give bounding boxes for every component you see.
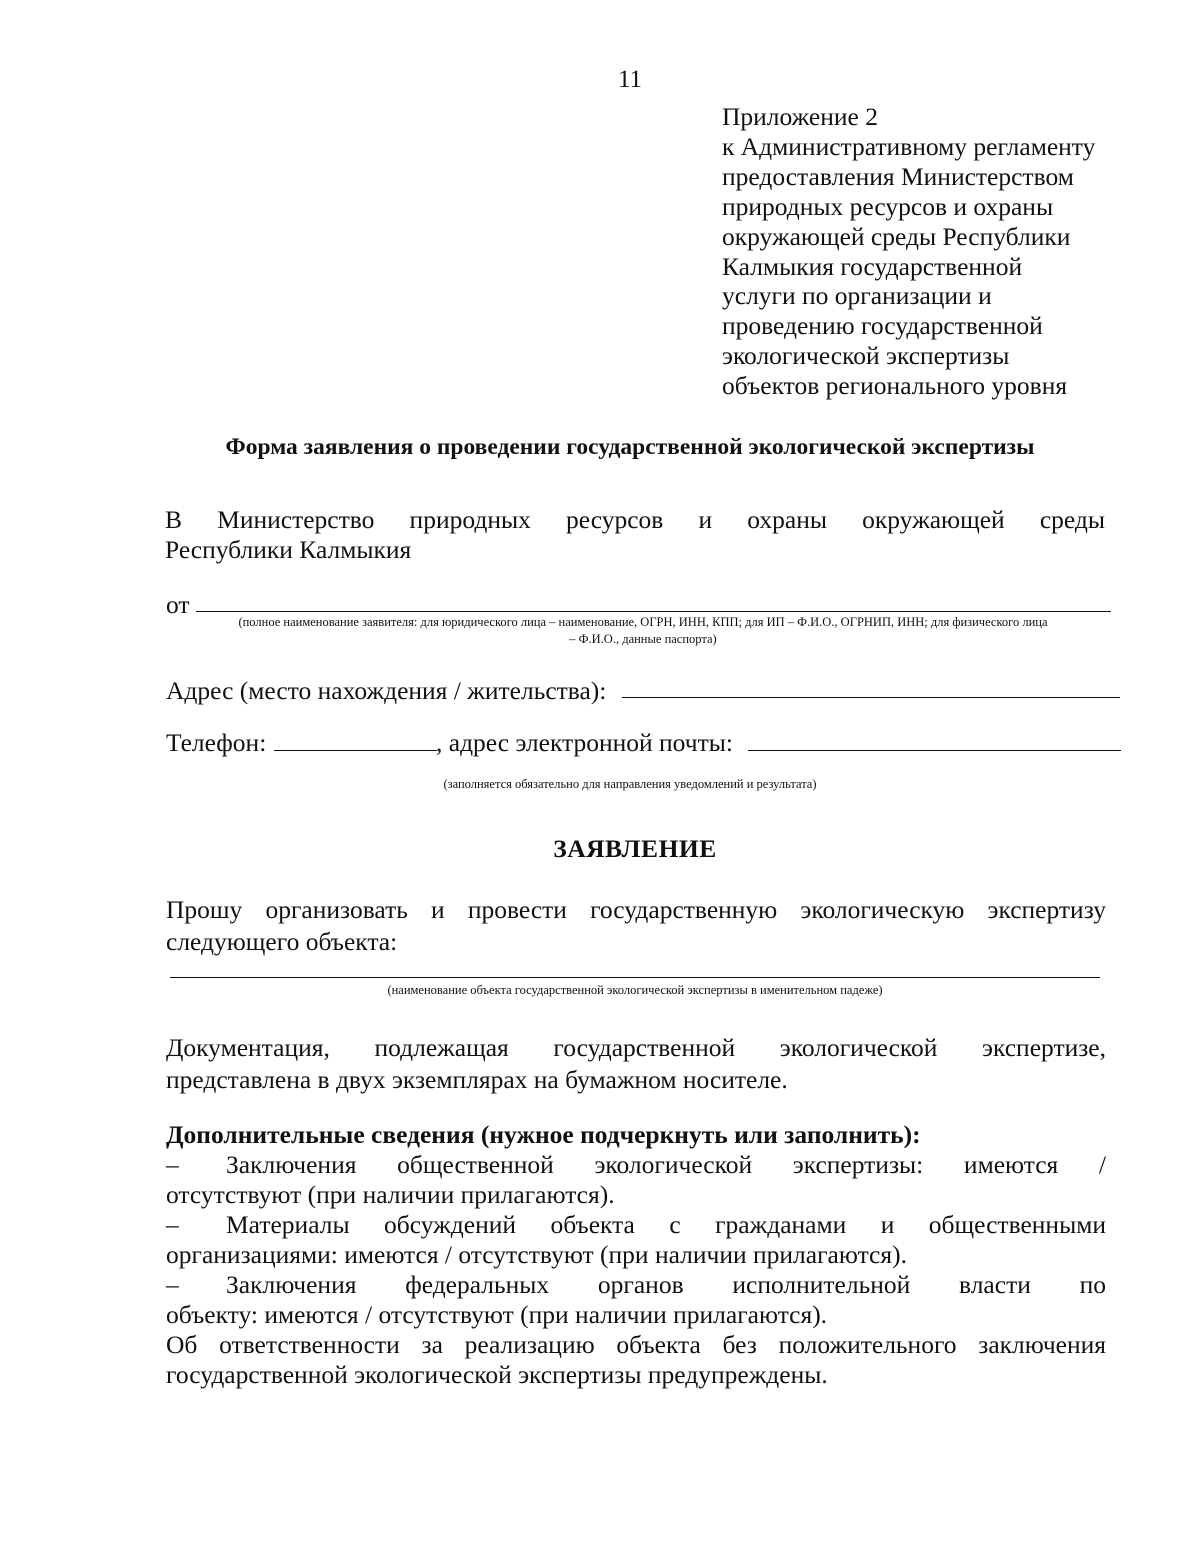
contact-hint: (заполняется обязательно для направления уведомлений и результата) — [443, 777, 817, 791]
dash-bullet: – — [166, 1210, 179, 1239]
appendix-line: окружающей среды Республики — [722, 221, 1071, 251]
page-number: 11 — [617, 66, 643, 93]
appendix-line: Приложение 2 — [722, 102, 878, 131]
addressee — [165, 505, 1105, 565]
additional-item — [166, 1270, 1106, 1300]
additional-item-line-2: объекту: имеются / отсутствуют (при наличии прилагаются). — [166, 1300, 828, 1329]
dash-bullet: – — [166, 1270, 179, 1299]
email-input-line[interactable] — [748, 750, 1121, 751]
phone-input-line[interactable] — [274, 750, 437, 751]
additional-info — [166, 1120, 1106, 1390]
section-heading: ЗАЯВЛЕНИЕ — [553, 834, 717, 863]
form-title: Форма заявления о проведении государственной экологической экспертизы — [225, 434, 1035, 460]
documentation-line-1: Документация, подлежащая государственной экологической экспертизе, — [166, 1033, 1106, 1062]
appendix-line: проведению государственной — [722, 311, 1043, 341]
appendix-line: природных ресурсов и охраны — [722, 191, 1054, 221]
address-input-line[interactable] — [622, 697, 1120, 698]
documentation-line-2: представлена в двух экземплярах на бумажном носителе. — [166, 1065, 788, 1094]
request-paragraph — [166, 894, 1106, 958]
additional-item — [166, 1210, 1106, 1240]
additional-item-line-1: Заключения общественной экологической экспертизы: имеются / — [226, 1150, 1106, 1179]
object-input-line[interactable] — [170, 977, 1100, 978]
appendix-line: услуги по организации и — [722, 281, 992, 311]
documentation-paragraph — [166, 1032, 1106, 1096]
warning-line-2: государственной экологической экспертизы предупреждены. — [166, 1360, 828, 1389]
appendix-line: Калмыкия государственной — [722, 251, 1023, 281]
additional-item-line-1: Заключения федеральных органов исполнительной власти по — [226, 1270, 1106, 1299]
appendix-line: экологической экспертизы — [722, 341, 1010, 371]
additional-item-line-2: отсутствуют (при наличии прилагаются). — [166, 1180, 615, 1209]
addressee-line-2: Республики Калмыкия — [165, 535, 412, 564]
appendix-block — [722, 102, 1142, 401]
appendix-line: к Административному регламенту — [722, 131, 1096, 161]
additional-item — [166, 1150, 1106, 1180]
request-line-1: Прошу организовать и провести государственную экологическую экспертизу — [166, 895, 1106, 924]
additional-item-line-2: организациями: имеются / отсутствуют (при наличии прилагаются). — [166, 1240, 907, 1269]
dash-bullet: – — [166, 1150, 179, 1179]
request-line-2: следующего объекта: — [166, 927, 398, 956]
address-label: Адрес (место нахождения / жительства): — [166, 676, 607, 705]
from-hint-line-1: (полное наименование заявителя: для юридического лица – наименование, ОГРН, ИНН, КПП; для ИП – Ф.И.О., ОГРНИП, ИНН; для физического лица — [238, 615, 1048, 629]
appendix-line: предоставления Министерством — [722, 161, 1074, 191]
additional-heading: Дополнительные сведения (нужное подчеркнуть или заполнить): — [166, 1120, 921, 1149]
from-hint-line-2: – Ф.И.О., данные паспорта) — [569, 632, 717, 646]
from-label: от — [166, 590, 190, 619]
object-hint: (наименование объекта государственной экологической экспертизы в именительном падеже) — [387, 983, 883, 997]
warning-line-1: Об ответственности за реализацию объекта без положительного заключения — [166, 1330, 1106, 1359]
additional-item-line-1: Материалы обсуждений объекта с гражданами и общественными — [226, 1210, 1106, 1239]
appendix-line: объектов регионального уровня — [722, 371, 1068, 401]
addressee-line-1: В Министерство природных ресурсов и охраны окружающей среды — [165, 505, 1105, 534]
email-label: , адрес электронной почты: — [436, 728, 733, 757]
phone-label: Телефон: — [166, 728, 267, 757]
from-input-line[interactable] — [196, 611, 1111, 612]
